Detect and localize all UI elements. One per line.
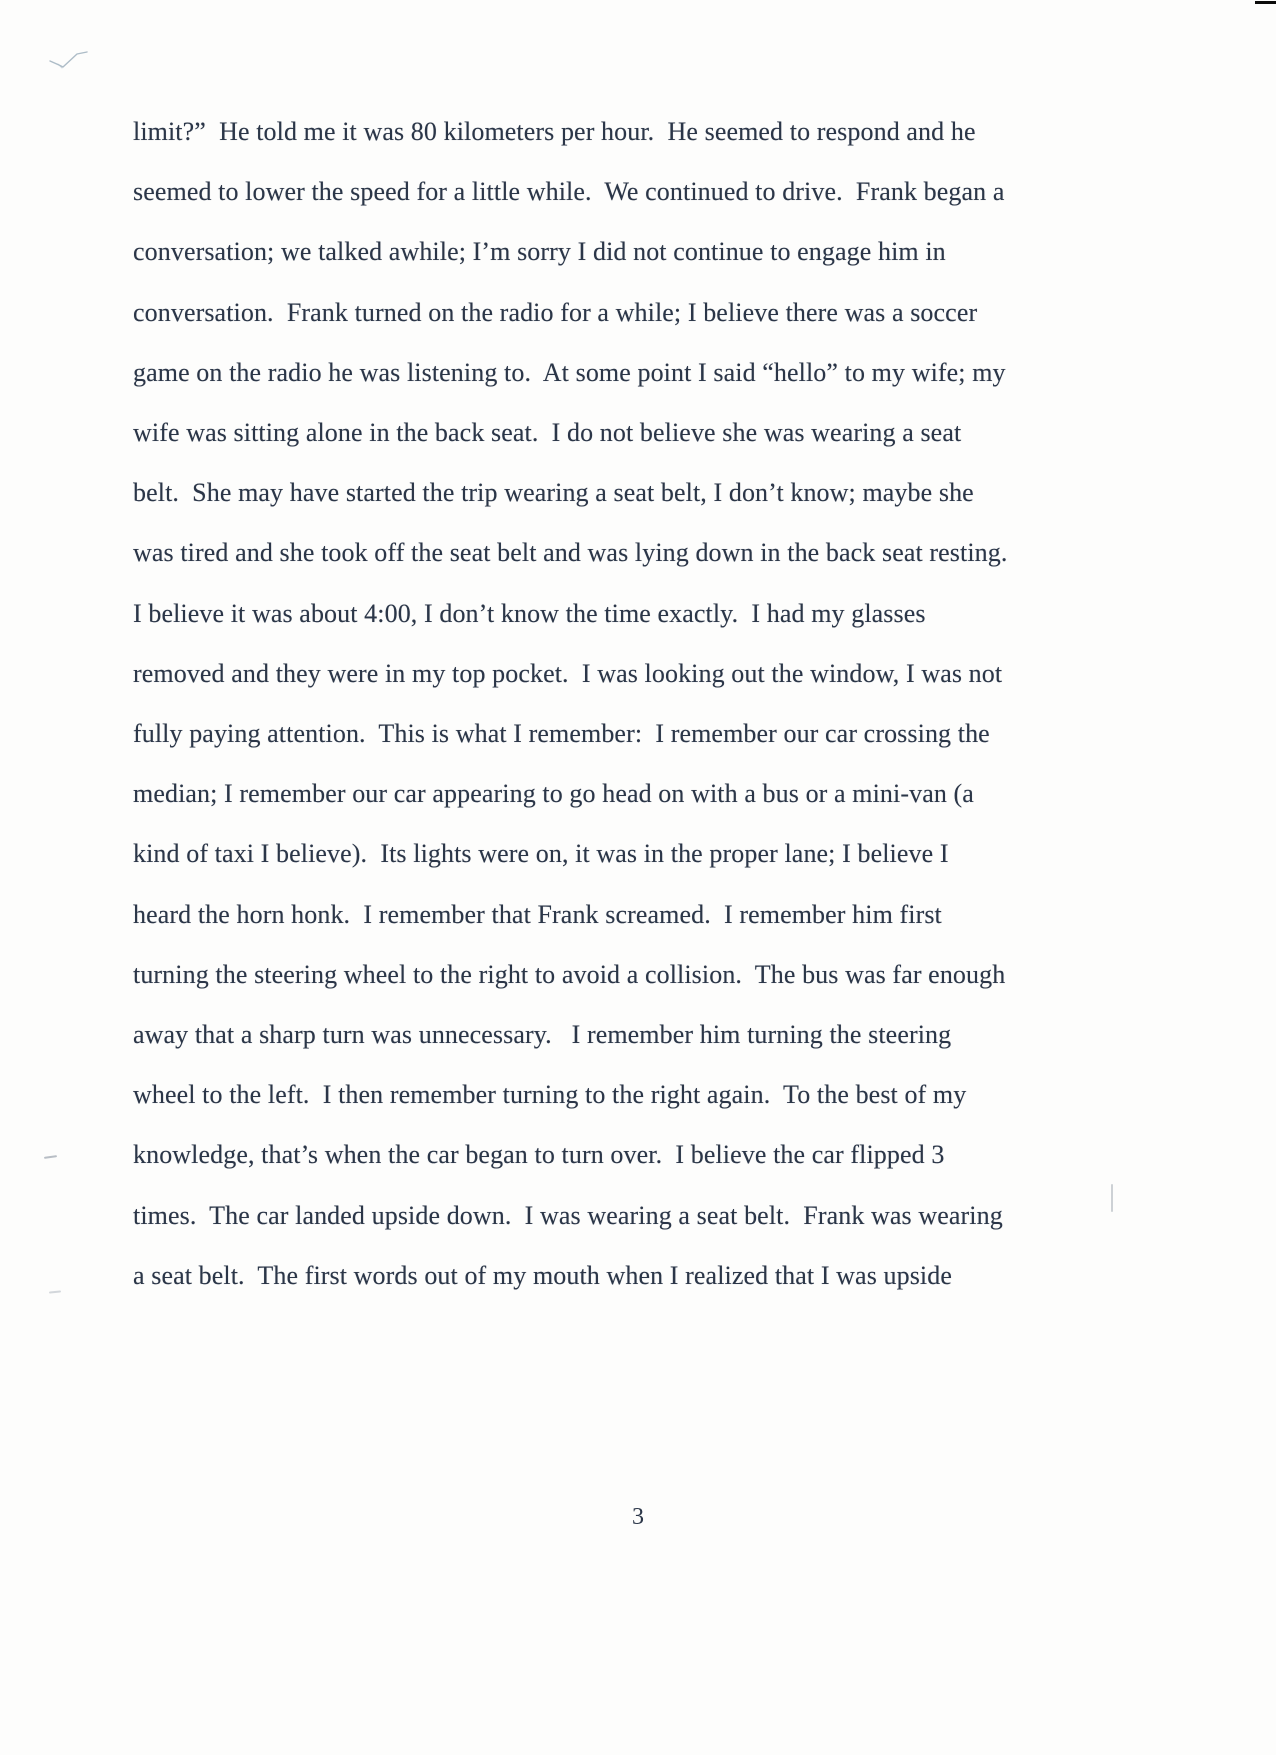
- text-line: away that a sharp turn was unnecessary. I remember him turning the steering: [133, 1020, 952, 1050]
- text-line: seemed to lower the speed for a little while. We continued to drive. Frank began a: [133, 177, 1005, 207]
- text-line: a seat belt. The first words out of my mouth when I realized that I was upside: [133, 1260, 952, 1290]
- text-line: times. The car landed upside down. I was wearing a seat belt. Frank was wearing: [133, 1200, 1003, 1230]
- text-line: was tired and she took off the seat belt and was lying down in the back seat resting.: [133, 538, 1008, 568]
- text-line: limit?” He told me it was 80 kilometers per hour. He seemed to respond and he: [133, 117, 976, 146]
- text-line: wife was sitting alone in the back seat. I do not believe she was wearing a seat: [133, 418, 962, 448]
- pencil-dash-icon: [44, 1155, 57, 1159]
- text-line: I believe it was about 4:00, I don’t know the time exactly. I had my glasses: [133, 598, 926, 628]
- text-line: conversation; we talked awhile; I’m sorry I did not continue to engage him in: [133, 237, 946, 267]
- text-line: heard the horn honk. I remember that Frank screamed. I remember him first: [133, 899, 942, 929]
- page-number: 3: [632, 1504, 644, 1530]
- body-text: [133, 102, 1033, 1306]
- text-line: median; I remember our car appearing to go head on with a bus or a mini-van (a: [133, 779, 974, 809]
- text-line: conversation. Frank turned on the radio for a while; I believe there was a soccer: [133, 297, 978, 327]
- scan-tick-icon: [1111, 1184, 1113, 1212]
- scan-edge-line-icon: [1255, 1, 1276, 4]
- pencil-dash-faint-icon: [49, 1290, 61, 1293]
- text-line: removed and they were in my top pocket. I was looking out the window, I was not: [133, 658, 1003, 688]
- text-line: knowledge, that’s when the car began to turn over. I believe the car flipped 3: [133, 1140, 945, 1170]
- text-line: game on the radio he was listening to. At some point I said “hello” to my wife; my: [133, 357, 1006, 387]
- text-line: wheel to the left. I then remember turning to the right again. To the best of my: [133, 1080, 967, 1110]
- text-line: fully paying attention. This is what I remember: I remember our car crossing the: [133, 719, 990, 749]
- pen-squiggle-checkmark-icon: [48, 48, 90, 72]
- text-line: kind of taxi I believe). Its lights were on, it was in the proper lane; I believe I: [133, 839, 949, 869]
- text-line: turning the steering wheel to the right to avoid a collision. The bus was far enough: [133, 959, 1006, 989]
- text-line: belt. She may have started the trip wearing a seat belt, I don’t know; maybe she: [133, 478, 974, 508]
